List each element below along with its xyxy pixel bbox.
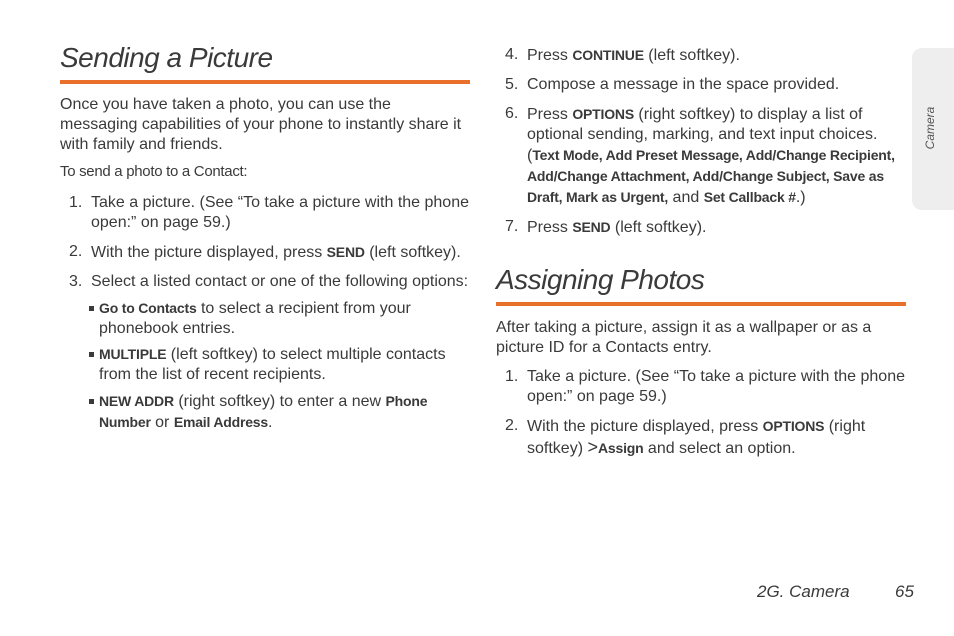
assign-intro-paragraph: After taking a picture, assign it as a wallpaper or as a picture ID for a Contacts entry. [496,319,872,356]
key-assign: Assign [597,440,644,456]
footer-section-name: 2G. Camera [757,582,850,601]
footer-page-number: 65 [895,582,914,601]
left-column [60,0,470,433]
procedure-lead: To send a photo to a Contact: [60,163,248,180]
step-7: 7. Press SEND (left softkey). [505,218,707,236]
step-3: 3. Select a listed contact or one of the following options: [69,273,469,290]
send-steps-list [60,193,470,292]
option-multiple: MULTIPLE (left softkey) to select multiple contacts from the list of recent recipients. [60,344,470,385]
key-options: OPTIONS [762,418,825,434]
send-steps-list-continued [496,45,906,238]
step-2: 2. With the picture displayed, press SEND (left softkey). [69,243,461,261]
key-options: OPTIONS [572,106,634,122]
step-5: 5. Compose a message in the space provided. [505,76,840,93]
heading-rule [60,80,470,84]
key-continue: CONTINUE [572,47,644,63]
assign-steps-list [496,367,906,459]
option-go-to-contacts: Go to Contacts to select a recipient from your phonebook entries. [60,298,470,339]
step-1: 1. Take a picture. (See “To take a picture with the phone open:” on page 59.) [69,194,469,231]
assign-step-1: 1. Take a picture. (See “To take a picture with the phone open:” on page 59.) [505,368,905,405]
bullet-icon [89,306,94,311]
key-send: SEND [326,244,365,260]
heading-assigning-photos: Assigning Photos [496,264,705,295]
bullet-icon [89,352,94,357]
options-sub-list [60,298,470,433]
heading-sending-a-picture: Sending a Picture [60,42,273,73]
bullet-icon [89,399,94,404]
intro-paragraph: Once you have taken a photo, you can use the messaging capabilities of your phone to instantly share it with family and friends. [60,96,462,153]
step-4: 4. Press CONTINUE (left softkey). [505,46,740,64]
heading-rule [496,302,906,306]
key-send: SEND [572,219,611,235]
step-6: 6. Press OPTIONS (right softkey) to display a list of optional sending, marking, and text input choices. (Text Mode, Add Preset Message, Add/Change Recipient, Add/Change Attachment, Add/Change Subject, Save as Draft, Mark as Urgent, and Set Callback #.) [505,105,895,206]
menu-arrow: > [587,437,598,457]
assign-step-2: 2. With the picture displayed, press OPTIONS (right softkey) >Assign and select an option. [505,417,866,457]
section-side-tab-label: Camera [923,106,937,150]
option-new-addr: NEW ADDR (right softkey) to enter a new Phone Number or Email Address. [60,391,470,433]
right-column [496,0,906,459]
